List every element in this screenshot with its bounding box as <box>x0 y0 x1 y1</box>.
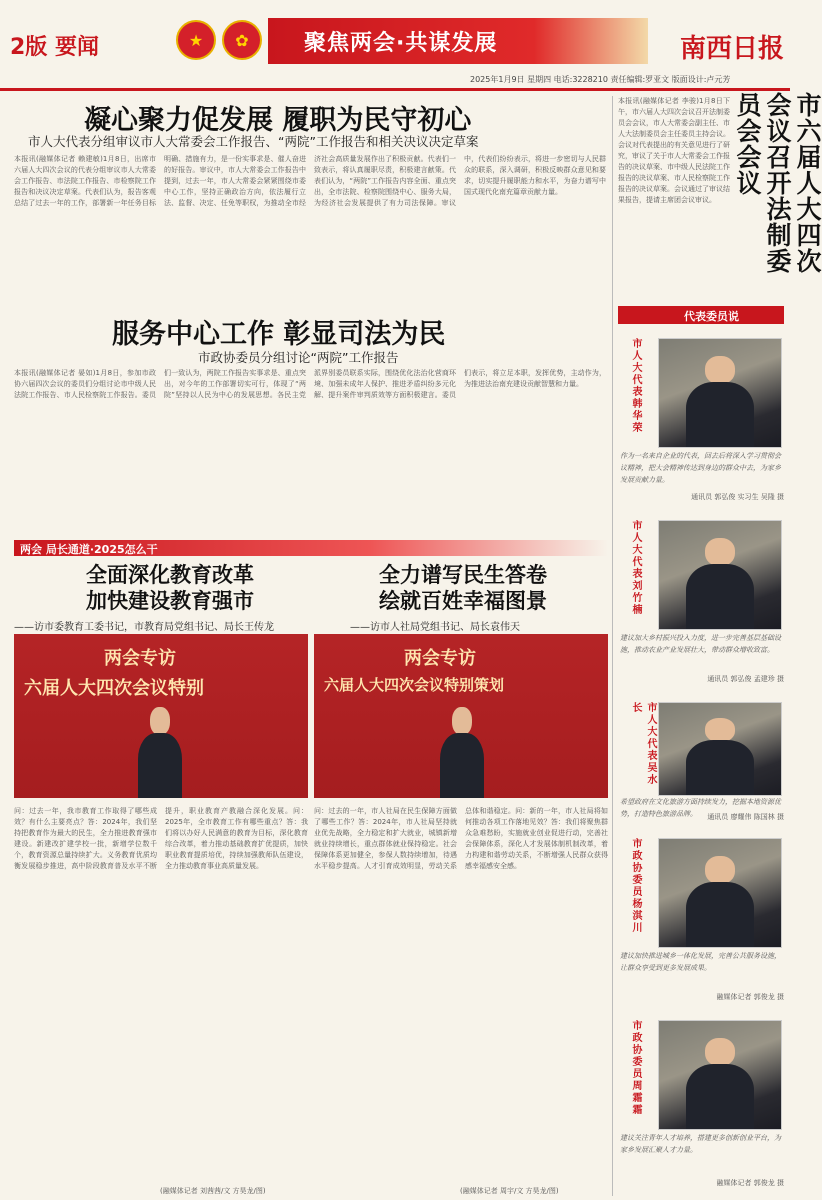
masthead-rule <box>0 88 790 91</box>
profile-byline: 通讯员 郭弘俊 实习生 吴隆 摄 <box>691 493 784 501</box>
profile-photo <box>658 338 782 448</box>
profile-title: 市政协委员杨淇川 <box>630 838 641 934</box>
profile-quote: 希望政府在文化旅游方面持续发力，挖掘本地资源优势，打造特色旅游品牌。 <box>620 798 781 818</box>
photo-banner-subtitle: 六届人大四次会议特别 <box>24 678 204 699</box>
story2-subhead: 市政协委员分组讨论“两院”工作报告 <box>198 350 399 365</box>
sidebar-brief-body: 本报讯(融媒体记者 李骏)1月8日下午，市六届人大四次会议召开法制委员会会议，市人大常委会副主任、市人大法制委员会主任委员主持会议。会议对代表提出的有关意见进行了研究，审议了关于市人大常委会工作报告的决议草案、市中级人民法院工作报告的决议草案、市人民检察院工作报告的决议草案。会议通过了审议结果报告，提请主席团会议审议。 <box>618 97 730 204</box>
photo-banner-title: 两会专访 <box>404 648 476 669</box>
sidebar-brief-headline: 市六届人大四次会议召开法制委员会会议 <box>733 92 822 274</box>
topic-banner <box>268 18 648 64</box>
profile-title: 市人大代表刘竹楠 <box>630 520 641 616</box>
interview-left-byline: (融媒体记者 刘茜茜/文 方昊龙/图) <box>160 1187 266 1195</box>
newspaper-logo: 南西日报 <box>680 34 785 64</box>
cppcc-emblem-icon: ✿ <box>222 20 262 60</box>
interview-left-body: 问：过去一年，我市教育工作取得了哪些成效？有什么主要亮点？答：2024年，我们坚持把教育作为最大的民生，全力推进教育强市建设。新建改扩建学校一批，新增学位数千个，教育资源总量持续扩大。义务教育优质均衡发展稳步推进，高中阶段教育普及水平不断提升，职业教育产教融合深化发展。问：2025年，全市教育工作有哪些重点？答：我们将以办好人民满意的教育为目标，深化教育综合改革，着力推动基础教育扩优提质，加快职业教育提质培优，持续加强教师队伍建设，全力推动教育事业高质量发展。 <box>14 807 308 870</box>
profile-title: 市人大代表吴水长 <box>630 702 656 786</box>
profile-byline: 通讯员 郭弘俊 孟建珍 摄 <box>707 675 784 683</box>
profile-photo <box>658 1020 782 1130</box>
column-tag-bar <box>14 540 608 556</box>
dateline: 2025年1月9日 星期四 电话:3228210 责任编辑:罗亚文 版面设计:卢元芳 <box>470 75 731 84</box>
column-divider <box>612 96 613 1196</box>
story1-subhead: 市人大代表分组审议市人大常委会工作报告、“两院”工作报告和相关决议决定草案 <box>28 134 479 149</box>
sidebar-section-header <box>618 306 784 324</box>
story2-body: 本报讯(融媒体记者 晏如)1月8日，参加市政协六届四次会议的委员们分组讨论市中级人民法院工作报告、市人民检察院工作报告。委员们一致认为，两院工作报告实事求是、重点突出，对今年的工作部署切实可行，体现了“两院”坚持以人民为中心的发展思想。各民主党派界别委员联系实际，围绕优化法治化营商环境、加强未成年人保护、推进矛盾纠纷多元化解、提升案件审判质效等方面积极建言。委员们表示，将立足本职，发挥优势，主动作为，为推进法治南充建设贡献智慧和力量。 <box>14 369 606 399</box>
interview-left-headline-line2: 加快建设教育强市 <box>86 588 254 613</box>
profile-card <box>618 1012 786 1196</box>
profile-byline: 融媒体记者 郭俊龙 摄 <box>716 993 784 1001</box>
interview-right-subhead: ——访市人社局党组书记、局长袁伟天 <box>350 622 520 633</box>
photo-banner-subtitle: 六届人大四次会议特别策划 <box>324 676 505 694</box>
profile-card <box>618 330 786 506</box>
interview-right-photo <box>314 634 608 798</box>
profile-photo <box>658 702 782 796</box>
interview-left-headline-line1: 全面深化教育改革 <box>86 562 254 587</box>
interview-left-subhead: ——访市委教育工委书记，市教育局党组书记、局长王传龙 <box>14 622 274 633</box>
interview-right-body: 问：过去的一年，市人社局在民生保障方面做了哪些工作？答：2024年，市人社局坚持就业优先战略，全力稳定和扩大就业，城镇新增就业持续增长，重点群体就业保持稳定。社会保障体系更加健全，参保人数持续增加，待遇水平稳步提高。人才引育成效明显，劳动关系总体和谐稳定。问：新的一年，市人社局将如何推动各项工作落地见效？答：我们将聚焦群众急难愁盼，实施就业创业促进行动，完善社会保障体系，深化人才发展体制机制改革，着力构建和谐劳动关系，不断增强人民群众获得感幸福感安全感。 <box>314 807 608 870</box>
profile-quote: 作为一名来自企业的代表，回去后将深入学习贯彻会议精神，把大会精神传达到身边的群众中去，为家乡发展贡献力量。 <box>620 452 781 484</box>
profile-title: 市政协委员周霜霜 <box>630 1020 641 1116</box>
interview-left-photo <box>14 634 308 798</box>
profile-photo <box>658 520 782 630</box>
profile-byline: 通讯员 廖耀伟 陈国林 摄 <box>707 813 784 821</box>
profile-quote: 建议加大乡村振兴投入力度，进一步完善基层基础设施，推动农业产业发展壮大，带动群众增收致富。 <box>620 634 781 654</box>
interview-right-byline: (融媒体记者 周宇/文 方昊龙/图) <box>460 1187 559 1195</box>
topic-banner-text: 聚焦两会·共谋发展 <box>304 31 498 56</box>
interview-right-headline-line1: 全力谱写民生答卷 <box>379 562 547 587</box>
profile-card <box>618 512 786 688</box>
interview-right-headline <box>348 562 578 614</box>
page-edition: 2版 要闻 <box>10 35 99 60</box>
story2-headline: 服务中心工作 彰显司法为民 <box>112 319 446 350</box>
profile-photo <box>658 838 782 948</box>
sidebar-section-title: 代表委员说 <box>684 310 739 323</box>
story1-headline: 凝心聚力促发展 履职为民守初心 <box>84 105 472 136</box>
interviewee-portrait <box>120 690 200 798</box>
interview-left-headline <box>60 562 280 614</box>
masthead <box>0 0 790 96</box>
photo-banner-title: 两会专访 <box>104 648 176 669</box>
profile-quote: 建议关注青年人才培养，搭建更多创新创业平台，为家乡发展汇聚人才力量。 <box>620 1134 781 1154</box>
profile-byline: 融媒体记者 郭俊龙 摄 <box>716 1179 784 1187</box>
profile-title: 市人大代表韩华荣 <box>630 338 641 434</box>
interview-right-headline-line2: 绘就百姓幸福图景 <box>379 588 547 613</box>
interviewee-portrait <box>422 690 502 798</box>
profile-card <box>618 830 786 1006</box>
national-emblem-icon: ★ <box>176 20 216 60</box>
column-tag: 两会 局长通道·2025怎么干 <box>20 543 158 556</box>
profile-quote: 建议加快推进城乡一体化发展，完善公共服务设施，让群众享受到更多发展成果。 <box>620 952 781 972</box>
story1-body: 本报讯(融媒体记者 赖建敏)1月8日，出席市六届人大四次会议的代表分组审议市人大常委会工作报告、市法院工作报告、市检察院工作报告和决议决定草案。代表们认为，报告客观总结了过去一年的工作，部署新一年任务目标明确、措施有力，是一份实事求是、催人奋进的好报告。审议中，市人大常委会工作报告中提到，过去一年，市人大常委会紧紧围绕市委中心工作，坚持正确政治方向，依法履行立法、监督、决定、任免等职权，为推动全市经济社会高质量发展作出了积极贡献。代表们一致表示，将认真履职尽责，积极建言献策。代表们认为，“两院”工作报告内容全面、重点突出，全市法院、检察院围绕中心、服务大局，为经济社会发展提供了有力司法保障。审议中，代表们纷纷表示，将进一步密切与人民群众的联系，深入调研，积极反映群众意见和要求，切实提升履职能力和水平，为奋力谱写中国式现代化南充篇章贡献力量。 <box>14 155 606 207</box>
